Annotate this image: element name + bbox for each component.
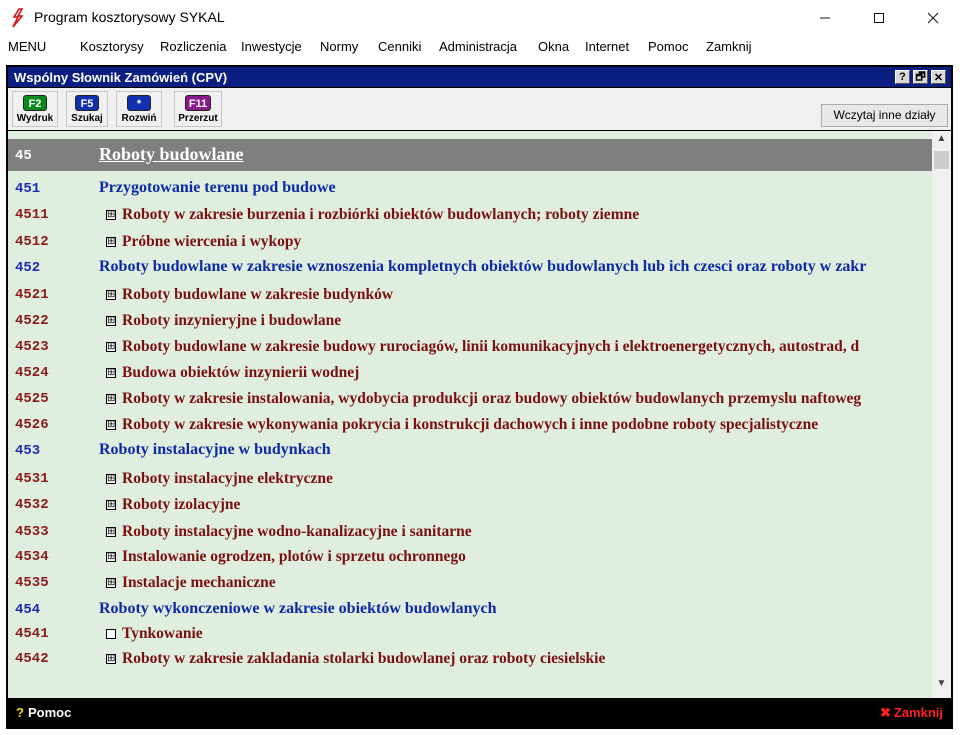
tree-item-row[interactable] [8,308,932,334]
menu-item-internet[interactable]: Internet [585,39,630,54]
menu-item-kosztorysy[interactable]: Kosztorysy [80,39,144,54]
window-titlebar [0,0,960,36]
search-label: Szukaj [71,113,103,124]
tree-item-row[interactable] [8,466,932,492]
row-name: Roboty instalacyjne wodno-kanalizacyjne i sanitarne [122,523,472,540]
expand-box-icon[interactable]: ⊞ [107,289,116,300]
child-titlebar [8,67,951,87]
row-code: 454 [15,602,41,618]
tree-item-row[interactable] [8,282,932,308]
menu-item-rozliczenia[interactable]: Rozliczenia [160,39,227,54]
expand-box-icon[interactable]: ⊞ [107,393,116,404]
menu-item-okna[interactable]: Okna [538,39,570,54]
expand-button[interactable] [116,91,162,127]
expand-box-icon[interactable]: ⊞ [107,551,116,562]
expand-box-icon[interactable]: ⊞ [107,236,116,247]
menu-item-inwestycje[interactable]: Inwestycje [241,39,302,54]
row-name: Próbne wiercenia i wykopy [122,233,302,250]
print-button[interactable] [12,91,58,127]
row-name: Roboty w zakresie instalowania, wydobycia produkcji oraz budowy obiektów budowlanych przemyslu naftoweg [122,390,862,407]
row-code: 4525 [15,391,49,407]
tree-item-row[interactable] [8,519,932,545]
row-code: 4533 [15,524,49,540]
row-code: 4521 [15,287,49,303]
tree-group-row[interactable] [8,597,932,623]
row-code: 4535 [15,575,49,591]
menu-item-administracja[interactable]: Administracja [439,39,518,54]
maximize-button[interactable] [856,0,902,36]
key-badge-f11: F11 [185,95,211,111]
menu-item-pomoc[interactable]: Pomoc [648,39,689,54]
maximize-icon [873,12,885,24]
expand-box-icon[interactable]: ⊞ [107,419,116,430]
expand-box-icon[interactable]: ⊞ [107,315,116,326]
row-code: 4532 [15,497,49,513]
tree-item-row[interactable] [8,412,932,438]
expand-box-icon[interactable]: ⊞ [107,341,116,352]
row-code: 4524 [15,365,49,381]
close-icon [927,12,939,24]
expand-box-icon[interactable]: ⊞ [107,526,116,537]
row-code: 4534 [15,549,49,565]
row-name: Budowa obiektów inzynierii wodnej [122,364,360,381]
row-name: Roboty inzynieryjne i budowlane [122,312,342,329]
expand-box-icon[interactable]: ⊞ [107,367,116,378]
menu-item-zamknij[interactable]: Zamknij [706,39,752,54]
menu-item-menu[interactable]: MENU [8,39,47,54]
minimize-button[interactable] [802,0,848,36]
row-name: Roboty budowlane w zakresie wznoszenia kompletnych obiektów budowlanych lub ich czesci oraz roboty w zakr [99,258,867,275]
scroll-thumb[interactable] [934,151,949,169]
question-icon: ? [16,705,24,720]
tree-item-row[interactable] [8,229,932,255]
tree-item-row[interactable] [8,621,932,647]
close-title-button[interactable]: ✕ [931,70,946,84]
tree-item-row[interactable] [8,492,932,518]
expand-box-icon[interactable]: ⊞ [107,577,116,588]
tree-item-row[interactable] [8,334,932,360]
row-code: 4523 [15,339,49,355]
expand-box-icon[interactable]: ⊞ [107,499,116,510]
app-logo-icon [10,8,26,28]
child-title: Wspólny Słownik Zamówień (CPV) [14,70,228,85]
transfer-button[interactable] [174,91,222,127]
help-title-button[interactable]: ? [895,70,910,84]
row-name: Roboty w zakresie burzenia i rozbiórki obiektów budowlanych; roboty ziemne [122,206,640,223]
row-name: Roboty instalacyjne elektryczne [122,470,333,487]
tree-item-row[interactable] [8,646,932,672]
close-x-icon: ✖ [879,705,891,720]
row-code: 4541 [15,626,49,642]
menu-item-normy[interactable]: Normy [320,39,359,54]
section-code: 45 [15,148,32,164]
key-badge-f5: F5 [75,95,99,111]
row-name: Roboty budowlane w zakresie budowy rurociagów, linii komunikacyjnych i elektroenergetycznych, autostrad, d [122,338,860,355]
search-button[interactable] [66,91,108,127]
row-code: 4531 [15,471,49,487]
row-name: Roboty izolacyjne [122,496,241,513]
close-action-button[interactable] [880,705,943,721]
load-other-sections-button[interactable]: Wczytaj inne działy [821,104,948,127]
key-badge-star: * [127,95,151,111]
expand-box-icon[interactable]: ⊞ [107,653,116,664]
minimize-icon [819,12,831,24]
row-code: 4526 [15,417,49,433]
tree-item-row[interactable] [8,202,932,228]
window-title: Program kosztorysowy SYKAL [34,9,225,25]
vertical-scrollbar[interactable] [932,131,951,698]
row-name: Przygotowanie terenu pod budowe [99,179,336,196]
scroll-up-icon[interactable]: ▲ [936,133,947,144]
row-code: 451 [15,181,41,197]
scroll-down-icon[interactable]: ▼ [936,678,947,689]
tree-item-row[interactable] [8,544,932,570]
tree-group-row[interactable] [8,255,932,281]
help-button[interactable] [16,705,71,720]
menu-item-cenniki[interactable]: Cenniki [378,39,422,54]
row-code: 4511 [15,207,49,223]
expand-label: Rozwiń [121,113,157,124]
row-name: Roboty w zakresie wykonywania pokrycia i konstrukcji dachowych i inne podobne roboty specjalistyczne [122,416,819,433]
row-code: 4542 [15,651,49,667]
tree-item-row[interactable] [8,360,932,386]
section-header[interactable] [8,139,932,171]
tree-group-row[interactable] [8,438,932,464]
key-badge-f2: F2 [23,95,47,111]
tree-group-row[interactable] [8,176,932,202]
row-name: Instalacje mechaniczne [122,574,276,591]
expand-box-icon[interactable]: ⊞ [107,209,116,220]
close-window-button[interactable] [910,0,956,36]
print-label: Wydruk [16,113,54,124]
expand-box-icon[interactable]: ⊞ [107,473,116,484]
toolbar [8,88,951,130]
help-label: Pomoc [27,705,72,720]
row-code: 4522 [15,313,49,329]
row-name: Roboty instalacyjne w budynkach [99,441,331,458]
row-code: 452 [15,260,41,276]
row-name: Instalowanie ogrodzen, plotów i sprzetu ochronnego [122,548,466,565]
tree-item-row[interactable] [8,570,932,596]
close-label: Zamknij [893,705,943,720]
cpv-tree [8,131,932,698]
row-name: Roboty budowlane w zakresie budynków [122,286,394,303]
section-name: Roboty budowlane [99,144,244,164]
row-name: Tynkowanie [122,625,203,642]
row-code: 4512 [15,234,49,250]
cpv-dictionary-window [6,65,953,729]
transfer-label: Przerzut [178,113,218,124]
row-name: Roboty wykonczeniowe w zakresie obiektów budowlanych [99,600,497,617]
leaf-box-icon[interactable] [106,629,116,639]
row-code: 453 [15,443,41,459]
status-bar [8,700,951,726]
menu-bar [0,36,960,58]
restore-title-button[interactable]: 🗗 [913,70,928,84]
tree-item-row[interactable] [8,386,932,412]
row-name: Roboty w zakresie zakladania stolarki budowlanej oraz roboty ciesielskie [122,650,606,667]
